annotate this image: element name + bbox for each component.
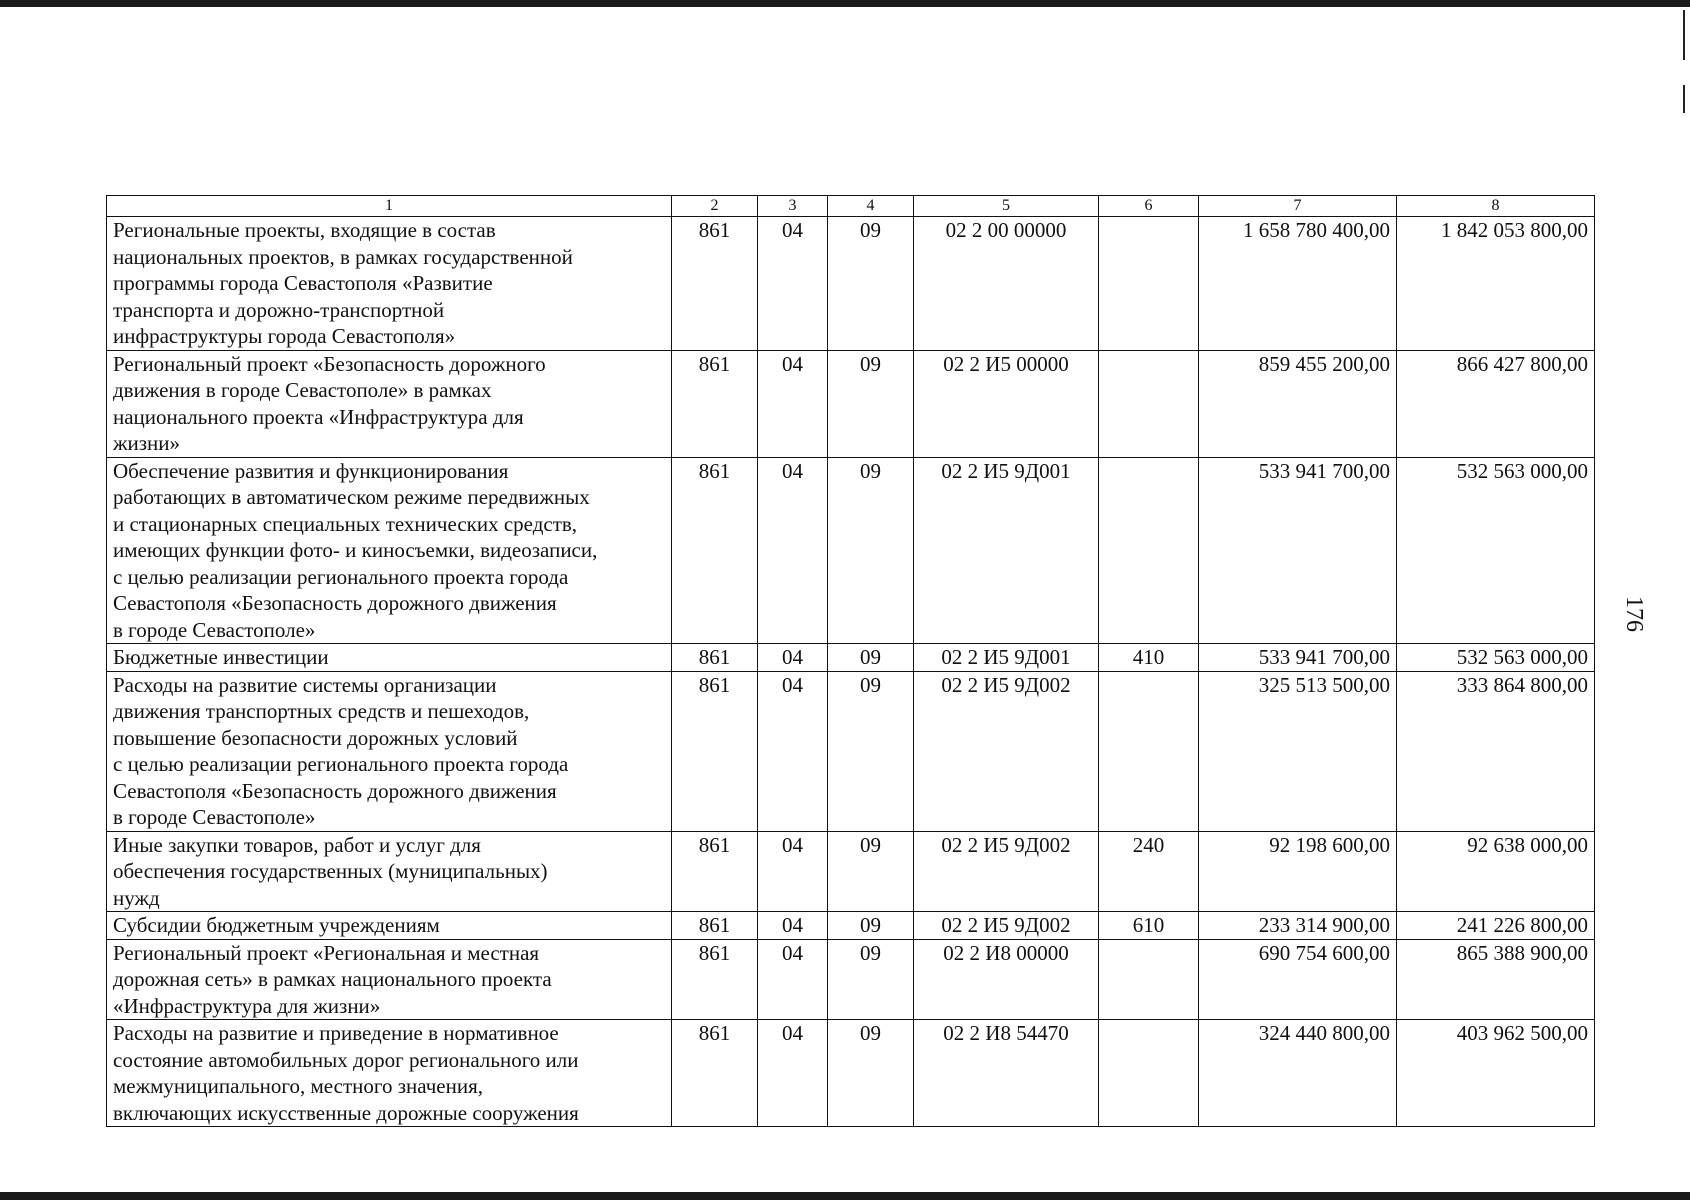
table-row [107, 644, 1595, 672]
header-cell: 5 [914, 196, 1099, 217]
org-code-cell: 861 [672, 912, 758, 940]
header-cell: 1 [107, 196, 672, 217]
target-article-cell: 02 2 И5 00000 [914, 350, 1099, 457]
table-header-row [107, 196, 1595, 217]
amount-year2-cell: 1 842 053 800,00 [1397, 217, 1595, 351]
description-line: повышение безопасности дорожных условий [113, 725, 518, 750]
scan-bottom-border [0, 1192, 1690, 1200]
description-line: Региональный проект «Безопасность дорожного [113, 351, 546, 376]
org-code-cell: 861 [672, 1020, 758, 1127]
description-line: Субсидии бюджетным учреждениям [113, 913, 440, 937]
org-code-cell: 861 [672, 644, 758, 672]
amount-year1-cell: 92 198 600,00 [1199, 831, 1397, 912]
description-line: имеющих функции фото- и киносъемки, видеозаписи, [113, 538, 598, 562]
section-cell: 04 [758, 217, 828, 351]
description-cell [107, 831, 672, 912]
description-cell [107, 644, 672, 672]
scan-top-border [0, 0, 1690, 7]
description-line: транспорта и дорожно-транспортной [113, 297, 445, 322]
table-row [107, 939, 1595, 1020]
description-line: «Инфраструктура для жизни» [113, 993, 381, 1018]
org-code-cell: 861 [672, 831, 758, 912]
amount-year2-cell: 866 427 800,00 [1397, 350, 1595, 457]
table-row [107, 671, 1595, 831]
table-row [107, 912, 1595, 940]
amount-year1-cell: 533 941 700,00 [1199, 644, 1397, 672]
scan-edge-mark [1683, 10, 1685, 60]
expense-type-cell [1099, 1020, 1199, 1127]
expense-type-cell: 610 [1099, 912, 1199, 940]
description-line: и стационарных специальных технических средств, [113, 511, 578, 536]
description-line: состояние автомобильных дорог регионального или [113, 1047, 579, 1072]
expense-type-cell: 240 [1099, 831, 1199, 912]
amount-year2-cell: 865 388 900,00 [1397, 939, 1595, 1020]
page-number: 176 [1621, 596, 1647, 632]
expense-type-cell [1099, 671, 1199, 831]
description-line: Обеспечение развития и функционирования [113, 458, 509, 483]
subsection-cell: 09 [828, 831, 914, 912]
expense-type-cell [1099, 217, 1199, 351]
org-code-cell: 861 [672, 939, 758, 1020]
description-line: движения в городе Севастополе» в рамках [113, 378, 492, 402]
target-article-cell: 02 2 И5 9Д001 [914, 457, 1099, 644]
org-code-cell: 861 [672, 217, 758, 351]
target-article-cell: 02 2 00 00000 [914, 217, 1099, 351]
description-line: Расходы на развитие системы организации [113, 672, 497, 697]
description-line: включающих искусственные дорожные сооружения [113, 1100, 579, 1125]
target-article-cell: 02 2 И5 9Д002 [914, 671, 1099, 831]
subsection-cell: 09 [828, 912, 914, 940]
amount-year1-cell: 1 658 780 400,00 [1199, 217, 1397, 351]
description-cell [107, 1020, 672, 1127]
target-article-cell: 02 2 И8 00000 [914, 939, 1099, 1020]
amount-year1-cell: 533 941 700,00 [1199, 457, 1397, 644]
subsection-cell: 09 [828, 671, 914, 831]
subsection-cell: 09 [828, 939, 914, 1020]
header-cell: 3 [758, 196, 828, 217]
amount-year2-cell: 92 638 000,00 [1397, 831, 1595, 912]
table-body [107, 217, 1595, 1127]
amount-year1-cell: 325 513 500,00 [1199, 671, 1397, 831]
section-cell: 04 [758, 457, 828, 644]
subsection-cell: 09 [828, 457, 914, 644]
description-line: движения транспортных средств и пешеходов, [113, 699, 530, 723]
section-cell: 04 [758, 350, 828, 457]
amount-year1-cell: 859 455 200,00 [1199, 350, 1397, 457]
table-row [107, 1020, 1595, 1127]
org-code-cell: 861 [672, 457, 758, 644]
target-article-cell: 02 2 И5 9Д001 [914, 644, 1099, 672]
amount-year2-cell: 333 864 800,00 [1397, 671, 1595, 831]
header-cell: 4 [828, 196, 914, 217]
expense-type-cell [1099, 457, 1199, 644]
description-line: в городе Севастополе» [113, 617, 316, 642]
subsection-cell: 09 [828, 217, 914, 351]
description-line: обеспечения государственных (муниципальных) [113, 859, 548, 883]
description-line: Иные закупки товаров, работ и услуг для [113, 832, 481, 857]
description-line: программы города Севастополя «Развитие [113, 271, 493, 295]
description-line: Севастополя «Безопасность дорожного движения [113, 778, 557, 803]
description-line: жизни» [113, 431, 181, 455]
section-cell: 04 [758, 1020, 828, 1127]
table-row [107, 831, 1595, 912]
target-article-cell: 02 2 И8 54470 [914, 1020, 1099, 1127]
expense-type-cell [1099, 350, 1199, 457]
description-line: с целью реализации регионального проекта города [113, 564, 569, 589]
amount-year1-cell: 233 314 900,00 [1199, 912, 1397, 940]
description-line: Расходы на развитие и приведение в нормативное [113, 1021, 559, 1045]
subsection-cell: 09 [828, 1020, 914, 1127]
description-cell [107, 217, 672, 351]
section-cell: 04 [758, 912, 828, 940]
description-line: национального проекта «Инфраструктура для [113, 404, 524, 429]
table-row [107, 217, 1595, 351]
header-cell: 6 [1099, 196, 1199, 217]
target-article-cell: 02 2 И5 9Д002 [914, 831, 1099, 912]
description-cell [107, 939, 672, 1020]
description-line: инфраструктуры города Севастополя» [113, 324, 456, 348]
header-cell: 2 [672, 196, 758, 217]
description-line: нужд [113, 885, 160, 910]
org-code-cell: 861 [672, 350, 758, 457]
scan-edge-mark [1683, 85, 1685, 113]
description-line: в городе Севастополе» [113, 805, 316, 829]
description-cell [107, 457, 672, 644]
budget-table [106, 195, 1595, 1127]
description-line: с целью реализации регионального проекта города [113, 752, 569, 776]
subsection-cell: 09 [828, 350, 914, 457]
description-line: Региональные проекты, входящие в состав [113, 218, 496, 242]
expense-type-cell: 410 [1099, 644, 1199, 672]
expense-type-cell [1099, 939, 1199, 1020]
description-line: Региональный проект «Региональная и местная [113, 940, 540, 965]
table-row [107, 350, 1595, 457]
description-line: Бюджетные инвестиции [113, 645, 329, 669]
header-cell: 8 [1397, 196, 1595, 217]
amount-year2-cell: 532 563 000,00 [1397, 644, 1595, 672]
amount-year1-cell: 690 754 600,00 [1199, 939, 1397, 1020]
section-cell: 04 [758, 644, 828, 672]
table-row [107, 457, 1595, 644]
amount-year2-cell: 241 226 800,00 [1397, 912, 1595, 940]
subsection-cell: 09 [828, 644, 914, 672]
description-line: межмуниципального, местного значения, [113, 1074, 483, 1098]
target-article-cell: 02 2 И5 9Д002 [914, 912, 1099, 940]
section-cell: 04 [758, 671, 828, 831]
amount-year2-cell: 532 563 000,00 [1397, 457, 1595, 644]
description-line: дорожная сеть» в рамках национального проекта [113, 967, 552, 991]
amount-year1-cell: 324 440 800,00 [1199, 1020, 1397, 1127]
description-line: национальных проектов, в рамках государственной [113, 244, 573, 269]
header-cell: 7 [1199, 196, 1397, 217]
description-cell [107, 350, 672, 457]
amount-year2-cell: 403 962 500,00 [1397, 1020, 1595, 1127]
description-cell [107, 671, 672, 831]
section-cell: 04 [758, 831, 828, 912]
description-line: Севастополя «Безопасность дорожного движения [113, 591, 557, 615]
section-cell: 04 [758, 939, 828, 1020]
org-code-cell: 861 [672, 671, 758, 831]
description-line: работающих в автоматическом режиме передвижных [113, 485, 590, 509]
description-cell [107, 912, 672, 940]
